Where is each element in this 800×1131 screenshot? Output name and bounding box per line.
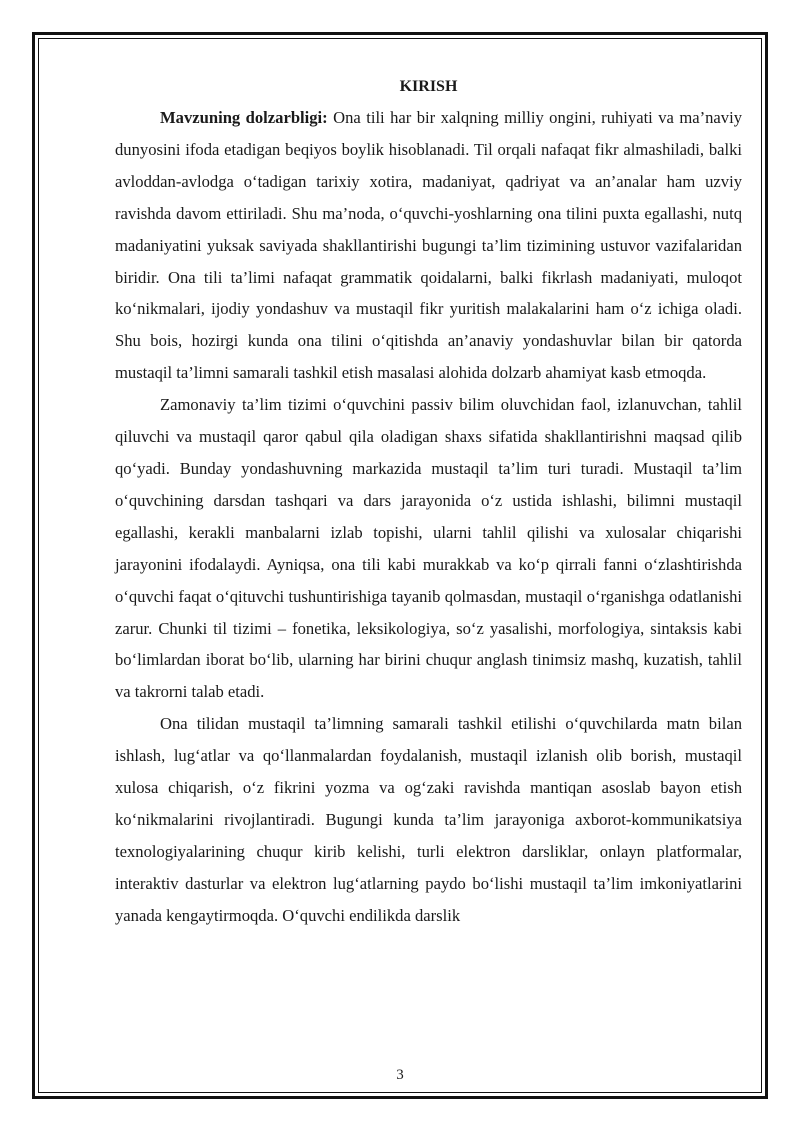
paragraph-lead: Mavzuning dolzarbligi: bbox=[160, 108, 328, 127]
section-heading: KIRISH bbox=[399, 78, 458, 95]
paragraph-independent-learning bbox=[115, 708, 742, 931]
paragraph-text: Zamonaviy ta’lim tizimi o‘quvchini passiv bilim oluvchidan faol, izlanuvchan, tahlil qiluvchi va mustaqil qaror qabul qila oladigan shaxs sifatida shakllantirishni maqsad qilib qo‘yadi. Bunday yondashuvning markazida mustaqil ta’lim turi turadi. Mustaqil ta’lim o‘quvchining darsdan tashqari va dars jarayonida o‘z ustida ishlashi, bilimni mustaqil egallashi, kerakli manbalarni izlab topishi, ularni tahlil qilishi va xulosalar chiqarishi jarayonini ifodalaydi. Ayniqsa, ona tili kabi murakkab va ko‘p qirrali fanni o‘zlashtirishda o‘quvchi faqat o‘qituvchi tushuntirishiga tayanib qolmasdan, mustaqil o‘rganishga odatlanishi zarur. Chunki til tizimi – fonetika, leksikologiya, so‘z yasalishi, morfologiya, sintaksis kabi bo‘limlardan iborat bo‘lib, ularning har birini chuqur anglash tinimsiz mashq, kuzatish, tahlil va takrorni talab etadi. bbox=[115, 395, 742, 702]
paragraph-relevance bbox=[115, 102, 742, 389]
paragraph-text: Ona tilidan mustaqil ta’limning samarali tashkil etilishi o‘quvchilarda matn bilan ishlash, lug‘atlar va qo‘llanmalardan foydalanish, mustaqil izlanish olib borish, mustaqil xulosa chiqarish, o‘z fikrini yozma va og‘zaki ravishda mantiqan asoslab bayon etish ko‘nikmalarini rivojlantiradi. Bugungi kunda ta’lim jarayoniga axborot-kommunikatsiya texnologiyalarining chuqur kirib kelishi, turli elektron darsliklar, onlayn platformalar, interaktiv dasturlar va elektron lug‘atlarning paydo bo‘lishi mustaqil ta’lim imkoniyatlarini yanada kengaytirmoqda. O‘quvchi endilikda darslik bbox=[115, 714, 742, 925]
paragraph-text: Ona tili har bir xalqning milliy ongini, ruhiyati va ma’naviy dunyosini ifoda etadigan beqiyos boylik hisoblanadi. Til orqali nafaqat fikr almashiladi, balki avloddan-avlodga o‘tadigan tarixiy xotira, madaniyat, qadriyat va an’analar ham uzviy ravishda davom ettiriladi. Shu ma’noda, o‘quvchi-yoshlarning ona tilini puxta egallashi, nutq madaniyatini yuksak saviyada shakllantirishi bugungi ta’lim tizimining ustuvor vazifalaridan biridir. Ona tili ta’limi nafaqat grammatik qoidalarni, balki fikrlash madaniyati, muloqot ko‘nikmalari, ijodiy yondashuv va mustaqil fikr yuritish malakalarini ham o‘z ichiga oladi. Shu bois, hozirgi kunda ona tilini o‘qitishda an’anaviy yondashuvlar bilan bir qatorda mustaqil ta’limni samarali tashkil etish masalasi alohida dolzarb ahamiyat kasb etmoqda. bbox=[115, 108, 742, 383]
paragraph-modern-education bbox=[115, 389, 742, 708]
page-number: 3 bbox=[396, 1067, 404, 1083]
document-body bbox=[115, 72, 742, 932]
